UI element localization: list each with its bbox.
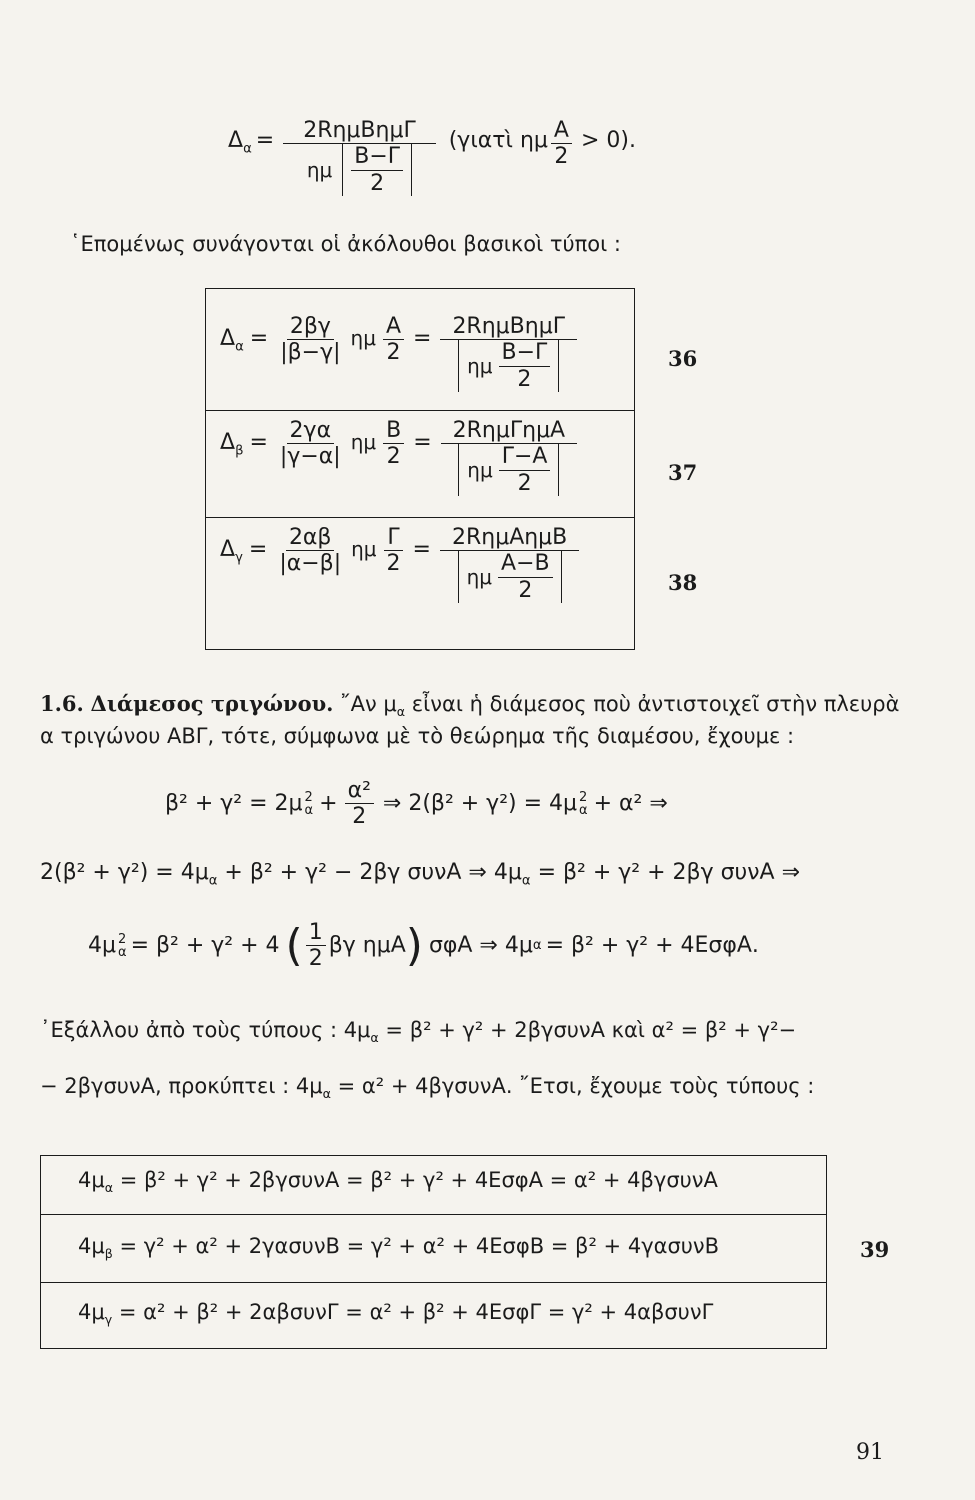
box1-row bbox=[220, 418, 580, 496]
top-formula bbox=[228, 118, 636, 196]
note-denominator: 2 bbox=[554, 144, 569, 170]
p2-b: = β² + γ² + 2βγσυνΑ καὶ α² = β² + γ²− bbox=[385, 1018, 797, 1042]
equals-sign: = bbox=[255, 128, 275, 153]
p2-d: = α² + 4βγσυνΑ. ῎Ετσι, ἔχουμε τοὺς τύπους : bbox=[337, 1074, 815, 1098]
d3-a: 4μ bbox=[88, 932, 116, 958]
section-text-b: εἶναι ἡ διάμεσος ποὺ ἀντιστοιχεῖ στὴν πλευρὰ bbox=[411, 692, 900, 716]
frac3-den bbox=[455, 551, 565, 603]
d1-c: + α² ⇒ bbox=[593, 790, 668, 816]
d3-frac bbox=[306, 920, 326, 972]
inner-num: Γ−Α bbox=[499, 444, 551, 470]
abs-bars bbox=[458, 551, 562, 603]
d2-sub-1: α bbox=[208, 873, 218, 889]
d1-sub: α bbox=[304, 802, 314, 818]
frac1-den: |γ−α| bbox=[279, 444, 341, 470]
row-fraction-3 bbox=[441, 418, 577, 496]
frac1-den: |β−γ| bbox=[280, 340, 341, 366]
abs-bars bbox=[458, 444, 559, 496]
equals-sign: = bbox=[249, 326, 269, 351]
fraction-denominator bbox=[304, 144, 415, 196]
row-fraction-2 bbox=[384, 525, 404, 577]
mu-subscript: α bbox=[396, 704, 406, 720]
row-fraction-1 bbox=[277, 314, 343, 366]
d1-a: β² + γ² = 2μ bbox=[165, 790, 303, 816]
box1-divider-2 bbox=[205, 517, 635, 518]
inner-numerator: Β−Γ bbox=[351, 144, 403, 170]
d1-b: ⇒ 2(β² + γ²) = 4μ bbox=[382, 790, 578, 816]
top-formula-fraction bbox=[283, 118, 436, 196]
delta-subscript: β bbox=[235, 443, 244, 459]
box2-divider-2 bbox=[40, 1282, 827, 1283]
row-subscript: β bbox=[104, 1246, 113, 1262]
derivation-line-1 bbox=[165, 778, 668, 830]
abs-bars bbox=[458, 340, 559, 392]
d1-frac bbox=[345, 778, 374, 830]
d1-supsub bbox=[305, 791, 314, 817]
den-prefix: ημ bbox=[467, 353, 493, 378]
frac2-den: 2 bbox=[386, 444, 401, 470]
box1-row bbox=[220, 314, 580, 392]
note-close: > 0). bbox=[580, 128, 636, 153]
inner-den: 2 bbox=[517, 366, 532, 392]
equals-sign: = bbox=[248, 537, 268, 562]
den-prefix: ημ bbox=[466, 564, 493, 589]
delta-subscript: α bbox=[243, 141, 252, 157]
derivation-line-3 bbox=[88, 920, 759, 972]
formula-tag: 37 bbox=[668, 460, 698, 485]
d3-paren-open: ( bbox=[285, 919, 303, 971]
d1-plus: + bbox=[319, 790, 338, 816]
d3-sup: 2 bbox=[118, 931, 127, 947]
d2-a: 2(β² + γ²) = 4μ bbox=[40, 860, 209, 885]
section-text-a: ῎Αν μ bbox=[340, 692, 397, 716]
row-prefix: 4μ bbox=[78, 1300, 105, 1324]
box2-divider-1 bbox=[40, 1214, 827, 1215]
row-prefix: 4μ bbox=[78, 1168, 105, 1192]
inner-num: Β−Γ bbox=[499, 340, 551, 366]
equals-sign-2: = bbox=[413, 326, 432, 351]
formula-tag-39: 39 bbox=[860, 1237, 890, 1262]
row-fraction-3 bbox=[440, 314, 577, 392]
d2-sub-2: α bbox=[521, 873, 531, 889]
d3-e: = β² + γ² + 4ΕσφΑ. bbox=[545, 932, 759, 958]
formula-tag: 38 bbox=[668, 570, 698, 595]
frac2-den: 2 bbox=[386, 551, 401, 577]
delta-symbol: Δ bbox=[228, 128, 244, 153]
d3-paren-close: ) bbox=[405, 919, 423, 971]
frac3-num: 2RημΑημΒ bbox=[440, 525, 579, 551]
para2-line-1 bbox=[40, 1014, 796, 1054]
delta-subscript: γ bbox=[235, 550, 243, 566]
box1-divider-1 bbox=[205, 410, 635, 411]
d1-sup: 2 bbox=[304, 789, 313, 805]
equals-sign-2: = bbox=[413, 430, 432, 455]
frac1-num: 2γα bbox=[287, 418, 335, 444]
d3-supsub bbox=[118, 933, 127, 959]
frac3-den bbox=[455, 444, 562, 496]
note-open: (γιατὶ ημ bbox=[448, 128, 548, 153]
row-lhs bbox=[220, 328, 244, 354]
row-equation: = γ² + α² + 2γασυνΒ = γ² + α² + 4ΕσφΒ = β² + 4γασυνΒ bbox=[119, 1234, 720, 1258]
frac3-num: 2RημΓημΑ bbox=[441, 418, 577, 444]
d1-frac-den: 2 bbox=[352, 804, 367, 830]
eta-mu: ημ bbox=[350, 326, 376, 350]
frac3-num: 2RημΒημΓ bbox=[440, 314, 577, 340]
page-number: 91 bbox=[856, 1440, 884, 1465]
inner-den: 2 bbox=[518, 577, 533, 603]
d1-frac-num: α² bbox=[345, 778, 374, 804]
row-lhs bbox=[220, 432, 243, 458]
row-subscript: α bbox=[104, 1180, 114, 1196]
row-prefix: 4μ bbox=[78, 1234, 105, 1258]
frac2-den: 2 bbox=[386, 340, 401, 366]
inner-num: Α−Β bbox=[498, 551, 553, 577]
eta-mu: ημ bbox=[350, 430, 377, 454]
d2-c: = β² + γ² + 2βγ συνΑ ⇒ bbox=[537, 860, 801, 885]
row-fraction-3 bbox=[440, 525, 579, 603]
box1-row bbox=[220, 525, 582, 603]
row-fraction-2 bbox=[383, 314, 404, 366]
derivation-line-2 bbox=[40, 862, 800, 888]
frac1-den: |α−β| bbox=[279, 551, 342, 577]
section-line-2: α τριγώνου ΑΒΓ, τότε, σύμφωνα μὲ τὸ θεώρημα τῆς διαμέσου, ἔχουμε : bbox=[40, 724, 795, 748]
equals-sign: = bbox=[249, 430, 268, 455]
row-fraction-1 bbox=[276, 525, 344, 577]
row-equation: = β² + γ² + 2βγσυνΑ = β² + γ² + 4ΕσφΑ = α² + 4βγσυνΑ bbox=[119, 1168, 718, 1192]
section-number: 1.6. bbox=[40, 691, 84, 716]
frac1-num: 2βγ bbox=[287, 314, 334, 340]
box2-row bbox=[78, 1302, 713, 1327]
box2-row bbox=[78, 1170, 718, 1195]
d3-c: βγ ημΑ bbox=[328, 932, 406, 958]
delta-subscript: α bbox=[235, 339, 244, 355]
inner-fraction bbox=[499, 444, 551, 496]
frac2-num: Γ bbox=[384, 525, 402, 551]
frac3-den bbox=[455, 340, 562, 392]
note-numerator: Α bbox=[551, 118, 572, 144]
equals-sign-2: = bbox=[412, 537, 431, 562]
d1-supsub-2 bbox=[579, 791, 588, 817]
p2-c: − 2βγσυνΑ, προκύπτει : 4μ bbox=[40, 1074, 323, 1098]
inner-denominator: 2 bbox=[370, 170, 385, 196]
den-prefix: ημ bbox=[467, 457, 493, 482]
eta-mu: ημ bbox=[351, 537, 377, 561]
den-prefix: ημ bbox=[306, 157, 333, 182]
row-subscript: γ bbox=[104, 1312, 113, 1328]
inner-den: 2 bbox=[517, 470, 532, 496]
row-fraction-1 bbox=[277, 418, 344, 470]
d3-b: = β² + γ² + 4 bbox=[130, 932, 280, 958]
formula-tag: 36 bbox=[668, 346, 698, 371]
delta-symbol: Δ bbox=[220, 430, 236, 455]
frac1-num: 2αβ bbox=[286, 525, 335, 551]
d1-sup-2: 2 bbox=[579, 789, 588, 805]
row-fraction-2 bbox=[383, 418, 404, 470]
inner-fraction bbox=[351, 144, 403, 196]
inner-fraction bbox=[498, 551, 553, 603]
d3-frac-num: 1 bbox=[306, 920, 326, 946]
intro-line: ῾Επομένως συνάγονται οἱ ἀκόλουθοι βασικοὶ τύποι : bbox=[70, 232, 622, 256]
d2-b: + β² + γ² − 2βγ συνΑ ⇒ 4μ bbox=[224, 860, 522, 885]
d3-frac-den: 2 bbox=[308, 946, 323, 972]
p2-sub-2: α bbox=[322, 1086, 331, 1102]
inner-fraction bbox=[499, 340, 551, 392]
delta-symbol: Δ bbox=[220, 537, 236, 562]
note-fraction bbox=[551, 118, 572, 170]
fraction-numerator: 2RημΒημΓ bbox=[283, 118, 436, 144]
d3-sub-2: α bbox=[532, 938, 542, 954]
row-lhs bbox=[220, 539, 243, 565]
d1-sub-2: α bbox=[579, 802, 588, 818]
d3-sub: α bbox=[118, 944, 127, 960]
row-equation: = α² + β² + 2αβσυνΓ = α² + β² + 4ΕσφΓ = γ² + 4αβσυνΓ bbox=[118, 1300, 714, 1324]
para2-line-2 bbox=[40, 1070, 814, 1110]
d3-d: σφΑ ⇒ 4μ bbox=[428, 932, 533, 958]
p2-a: ᾿Εξάλλου ἀπὸ τοὺς τύπους : 4μ bbox=[40, 1018, 371, 1042]
section-title: Διάμεσος τριγώνου. bbox=[90, 691, 334, 716]
delta-symbol: Δ bbox=[220, 326, 236, 351]
abs-bars bbox=[342, 144, 412, 196]
p2-sub: α bbox=[370, 1030, 379, 1046]
box2-row bbox=[78, 1236, 719, 1261]
frac2-num: Α bbox=[383, 314, 404, 340]
top-formula-lhs bbox=[228, 130, 252, 156]
frac2-num: Β bbox=[383, 418, 404, 444]
